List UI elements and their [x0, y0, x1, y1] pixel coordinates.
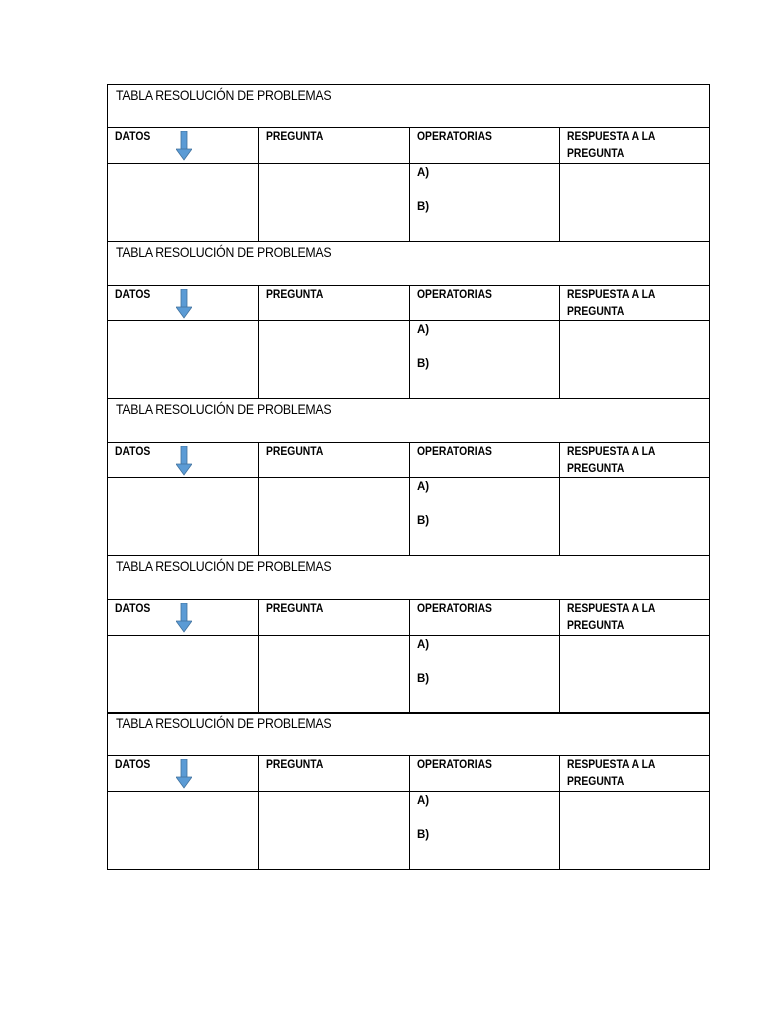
table-body-row: [107, 320, 710, 399]
option-a: A): [417, 481, 430, 493]
table-header-row: [107, 755, 710, 791]
header-pregunta: PREGUNTA: [258, 127, 409, 163]
table-body-row: [107, 477, 710, 556]
cell-operatorias[interactable]: [409, 635, 559, 714]
header-respuesta: RESPUESTA A LA PREGUNTA: [559, 285, 710, 320]
cell-datos[interactable]: [107, 477, 258, 556]
arrow-down-icon: [176, 289, 192, 319]
arrow-down-icon: [176, 603, 192, 633]
header-datos: DATOS: [107, 599, 258, 635]
cell-datos[interactable]: [107, 635, 258, 714]
cell-pregunta[interactable]: [258, 477, 409, 556]
cell-pregunta[interactable]: [258, 635, 409, 714]
cell-datos[interactable]: [107, 320, 258, 399]
table-title: TABLA RESOLUCIÓN DE PROBLEMAS: [107, 398, 710, 442]
cell-respuesta[interactable]: [559, 163, 710, 242]
header-pregunta: PREGUNTA: [258, 442, 409, 477]
header-respuesta: RESPUESTA A LA PREGUNTA: [559, 755, 710, 791]
header-operatorias: OPERATORIAS: [409, 599, 559, 635]
cell-respuesta[interactable]: [559, 635, 710, 714]
table-body-row: [107, 791, 710, 870]
option-b: B): [417, 358, 430, 370]
header-operatorias: OPERATORIAS: [409, 755, 559, 791]
cell-pregunta[interactable]: [258, 791, 409, 870]
table-title: TABLA RESOLUCIÓN DE PROBLEMAS: [107, 241, 710, 285]
table-title: TABLA RESOLUCIÓN DE PROBLEMAS: [107, 712, 710, 755]
header-operatorias: OPERATORIAS: [409, 127, 559, 163]
header-respuesta: RESPUESTA A LA PREGUNTA: [559, 127, 710, 163]
option-b: B): [417, 201, 430, 213]
option-b: B): [417, 829, 430, 841]
table-title: TABLA RESOLUCIÓN DE PROBLEMAS: [107, 555, 710, 599]
cell-operatorias[interactable]: [409, 163, 559, 242]
header-pregunta: PREGUNTA: [258, 755, 409, 791]
table-body-row: [107, 163, 710, 242]
option-a: A): [417, 639, 430, 651]
cell-operatorias[interactable]: [409, 791, 559, 870]
table-header-row: [107, 442, 710, 477]
header-respuesta: RESPUESTA A LA PREGUNTA: [559, 599, 710, 635]
table-title: TABLA RESOLUCIÓN DE PROBLEMAS: [107, 84, 710, 127]
header-datos: DATOS: [107, 285, 258, 320]
header-respuesta: RESPUESTA A LA PREGUNTA: [559, 442, 710, 477]
cell-respuesta[interactable]: [559, 791, 710, 870]
cell-pregunta[interactable]: [258, 320, 409, 399]
header-pregunta: PREGUNTA: [258, 285, 409, 320]
option-b: B): [417, 515, 430, 527]
header-pregunta: PREGUNTA: [258, 599, 409, 635]
cell-pregunta[interactable]: [258, 163, 409, 242]
cell-datos[interactable]: [107, 163, 258, 242]
header-datos: DATOS: [107, 127, 258, 163]
cell-operatorias[interactable]: [409, 477, 559, 556]
header-operatorias: OPERATORIAS: [409, 442, 559, 477]
header-datos: DATOS: [107, 442, 258, 477]
cell-operatorias[interactable]: [409, 320, 559, 399]
table-header-row: [107, 599, 710, 635]
option-b: B): [417, 673, 430, 685]
header-datos: DATOS: [107, 755, 258, 791]
table-body-row: [107, 635, 710, 714]
arrow-down-icon: [176, 131, 192, 161]
option-a: A): [417, 324, 430, 336]
cell-respuesta[interactable]: [559, 477, 710, 556]
table-header-row: [107, 285, 710, 320]
option-a: A): [417, 167, 430, 179]
arrow-down-icon: [176, 759, 192, 789]
arrow-down-icon: [176, 446, 192, 476]
cell-datos[interactable]: [107, 791, 258, 870]
option-a: A): [417, 795, 430, 807]
cell-respuesta[interactable]: [559, 320, 710, 399]
table-header-row: [107, 127, 710, 163]
header-operatorias: OPERATORIAS: [409, 285, 559, 320]
